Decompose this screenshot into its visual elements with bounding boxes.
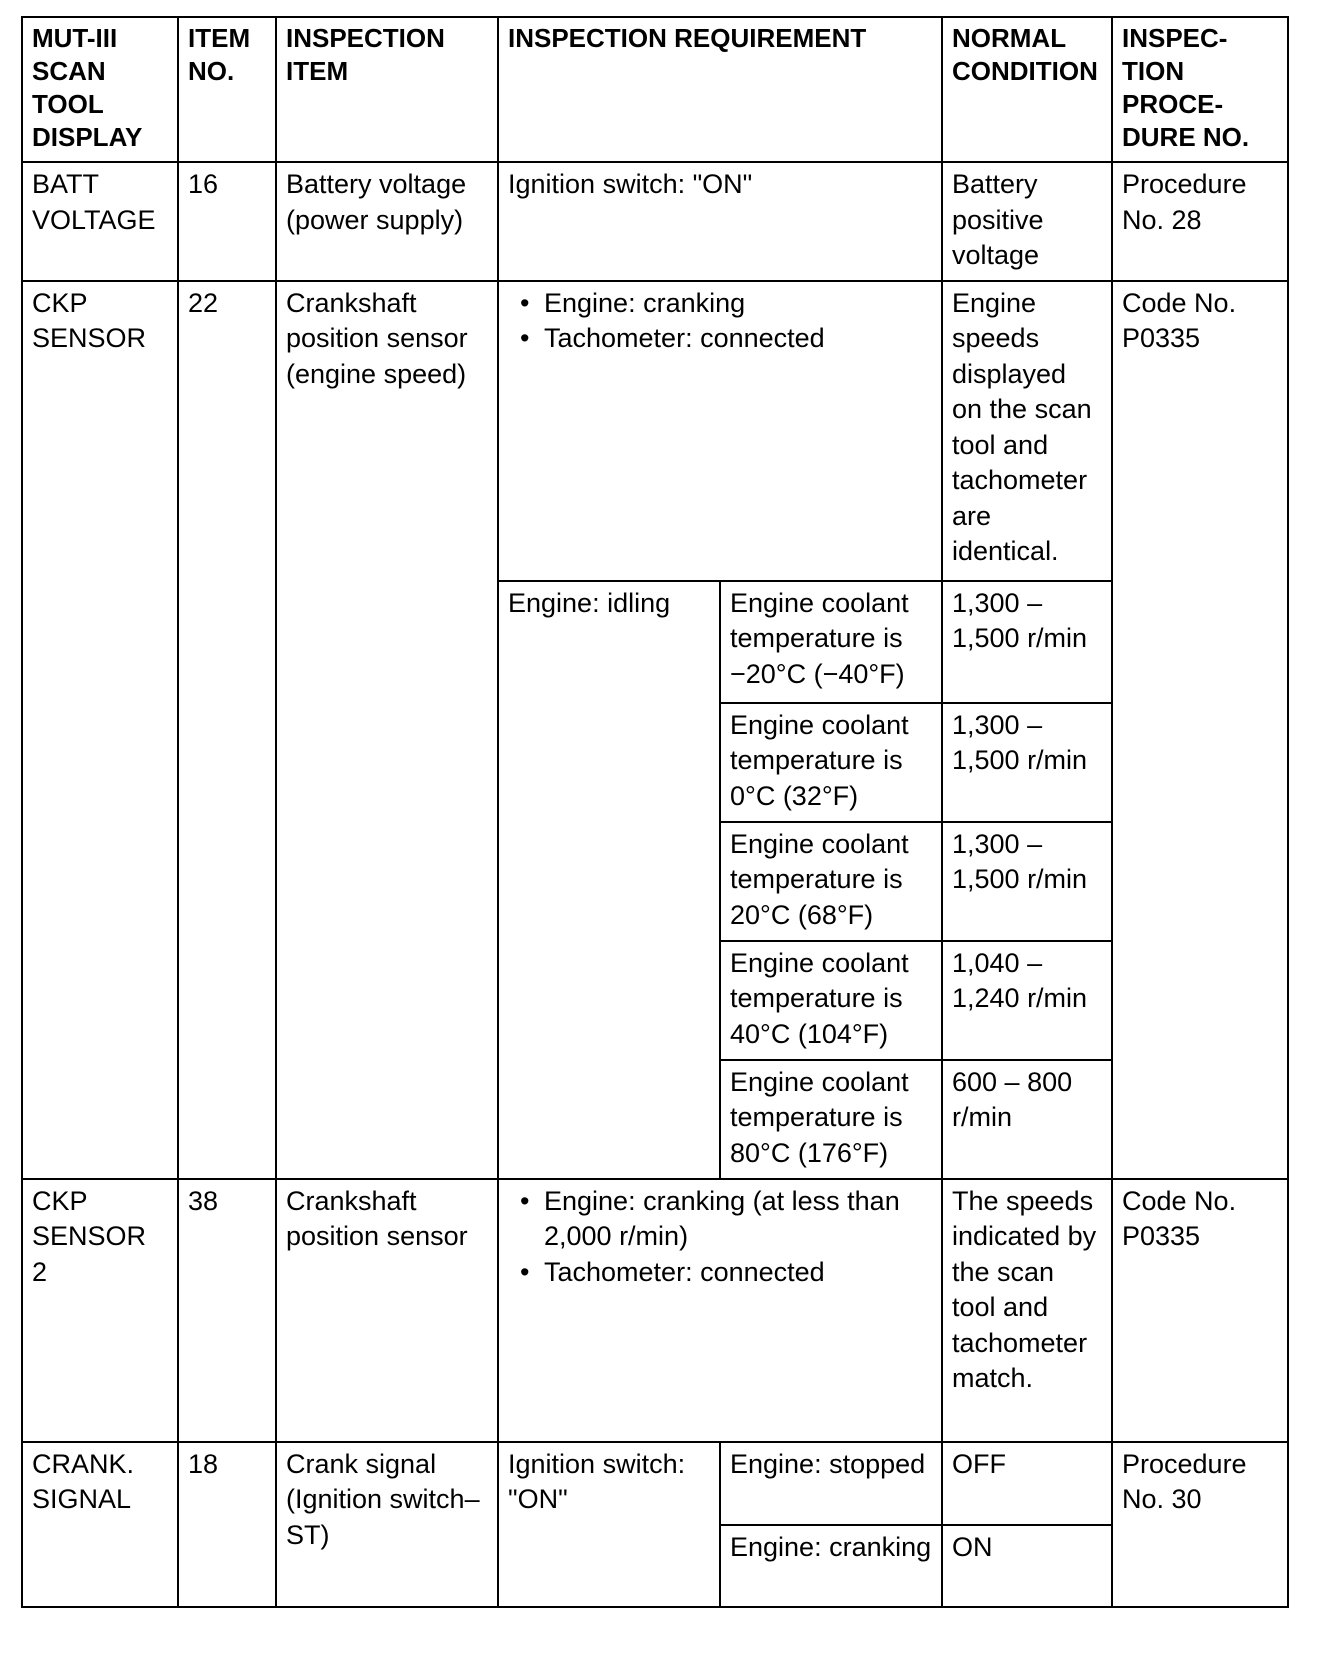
header-inspection-item: INSPECTION ITEM [276, 17, 498, 162]
item-no-cell: 18 [178, 1442, 276, 1607]
procedure-cell: Procedure No. 30 [1112, 1442, 1288, 1607]
normal-cell: ON [942, 1525, 1112, 1607]
table-row [22, 162, 1288, 281]
display-cell: CRANK. SIGNAL [22, 1442, 178, 1607]
inspection-table [21, 16, 1289, 1608]
normal-cell: 1,040 – 1,240 r/min [942, 941, 1112, 1060]
coolant-condition-cell: Engine coolant temperature is 40°C (104°F) [720, 941, 942, 1060]
requirement-cell [498, 1179, 942, 1442]
display-cell: CKP SENSOR [22, 281, 178, 1179]
item-no-cell: 38 [178, 1179, 276, 1442]
normal-cell: The speeds indicated by the scan tool and tachometer match. [942, 1179, 1112, 1442]
normal-cell: 1,300 – 1,500 r/min [942, 581, 1112, 703]
item-no-cell: 22 [178, 281, 276, 1179]
item-cell: Crank signal (Ignition switch–ST) [276, 1442, 498, 1607]
requirement-list [508, 286, 932, 357]
table-row [22, 1179, 1288, 1442]
normal-cell: Engine speeds displayed on the scan tool and tachometer are identical. [942, 281, 1112, 581]
table-row [22, 1442, 1288, 1525]
idle-condition-cell: Engine: idling [498, 581, 720, 1179]
engine-state-cell: Engine: stopped [720, 1442, 942, 1525]
header-display: MUT-III SCAN TOOL DISPLAY [22, 17, 178, 162]
header-row [22, 17, 1288, 162]
item-cell: Crankshaft position sensor [276, 1179, 498, 1442]
requirement-cell [498, 281, 942, 581]
coolant-condition-cell: Engine coolant temperature is −20°C (−40°F) [720, 581, 942, 703]
coolant-condition-cell: Engine coolant temperature is 20°C (68°F) [720, 822, 942, 941]
display-cell: CKP SENSOR 2 [22, 1179, 178, 1442]
procedure-cell: Code No. P0335 [1112, 1179, 1288, 1442]
display-cell: BATT VOLTAGE [22, 162, 178, 281]
header-procedure: INSPEC- TION PROCE- DURE NO. [1112, 17, 1288, 162]
list-item: • Engine: cranking [520, 287, 746, 318]
engine-state-cell: Engine: cranking [720, 1525, 942, 1607]
normal-cell: OFF [942, 1442, 1112, 1525]
normal-cell: 600 – 800 r/min [942, 1060, 1112, 1179]
requirement-list [508, 1184, 932, 1291]
list-item: • Tachometer: connected [520, 1256, 825, 1287]
normal-cell: 1,300 – 1,500 r/min [942, 703, 1112, 822]
header-normal: NORMAL CONDITION [942, 17, 1112, 162]
list-item: • Tachometer: connected [520, 323, 825, 353]
procedure-cell: Procedure No. 28 [1112, 162, 1288, 281]
normal-cell: 1,300 – 1,500 r/min [942, 822, 1112, 941]
table-row [22, 281, 1288, 581]
header-item-no: ITEM NO. [178, 17, 276, 162]
item-cell: Crankshaft position sensor (engine speed) [276, 281, 498, 1179]
normal-cell: Battery positive voltage [942, 162, 1112, 281]
coolant-condition-cell: Engine coolant temperature is 80°C (176°F) [720, 1060, 942, 1179]
coolant-condition-cell: Engine coolant temperature is 0°C (32°F) [720, 703, 942, 822]
item-cell: Battery voltage (power supply) [276, 162, 498, 281]
procedure-cell: Code No. P0335 [1112, 281, 1288, 1179]
list-item: • Engine: cranking (at less than 2,000 r/min) [520, 1185, 900, 1251]
requirement-cell: Ignition switch: "ON" [498, 162, 942, 281]
item-no-cell: 16 [178, 162, 276, 281]
header-requirement: INSPECTION REQUIREMENT [498, 17, 942, 162]
requirement-cell: Ignition switch: "ON" [498, 1442, 720, 1607]
